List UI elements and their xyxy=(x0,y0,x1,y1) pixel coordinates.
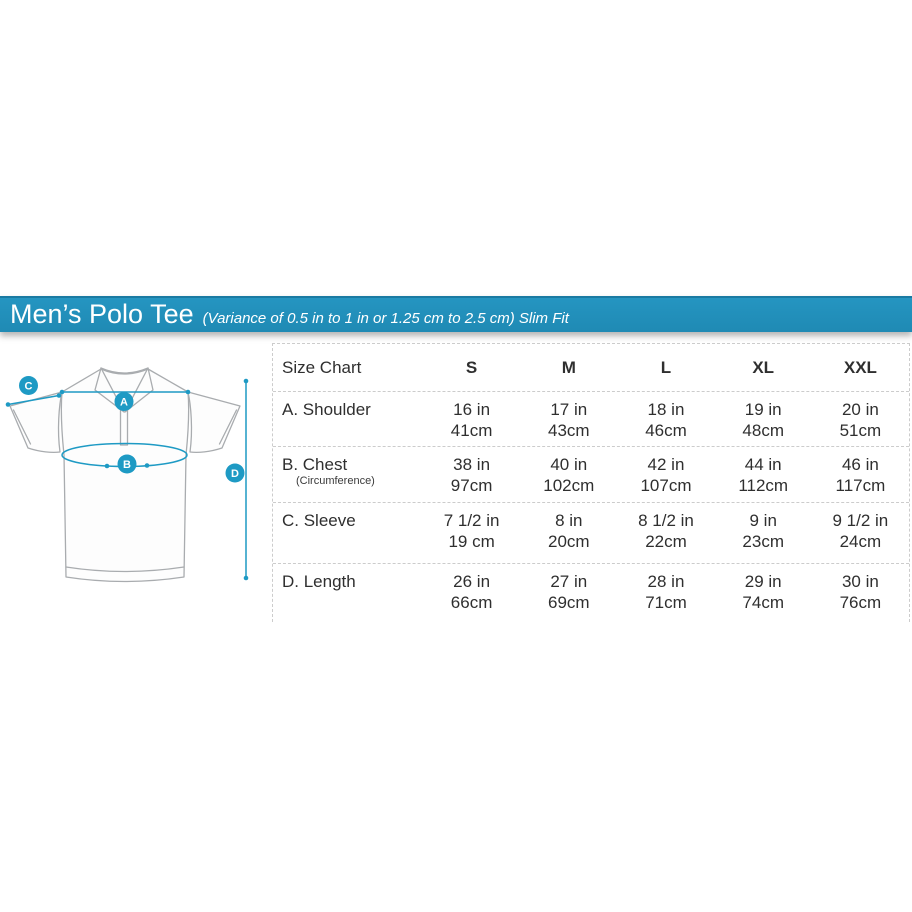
col-header-l: L xyxy=(660,357,672,377)
row-label xyxy=(273,503,423,563)
table-row-sleeve xyxy=(273,502,909,563)
value-cm: 71cm xyxy=(645,593,687,612)
shirt-sleeve-left xyxy=(10,392,62,452)
row-label-text: A. Shoulder xyxy=(282,400,371,419)
dot xyxy=(244,576,249,581)
value-in: 19 in xyxy=(744,400,782,419)
row-label xyxy=(273,447,423,502)
dot xyxy=(186,390,191,395)
dot xyxy=(57,393,62,398)
value-in: 40 in xyxy=(550,455,588,474)
table-title: Size Chart xyxy=(282,357,362,377)
row-label-text: C. Sleeve xyxy=(282,511,356,530)
size-cell xyxy=(715,503,812,563)
dot xyxy=(244,379,249,384)
value-cm: 46cm xyxy=(645,421,687,440)
value-in: 42 in xyxy=(647,455,685,474)
value-cm: 76cm xyxy=(839,593,882,612)
dot xyxy=(105,464,110,469)
value-in: 16 in xyxy=(453,400,491,419)
size-cell xyxy=(520,447,617,502)
col-header-xl: XL xyxy=(752,357,775,377)
size-cell xyxy=(520,392,617,446)
value-cm: 48cm xyxy=(742,421,784,440)
value-cm: 24cm xyxy=(839,532,882,551)
value-cm: 97cm xyxy=(450,476,493,495)
col-header-s: S xyxy=(465,357,478,377)
value-in: 8 in xyxy=(555,511,583,530)
marker-c-label: C xyxy=(24,380,33,393)
size-cell xyxy=(423,503,520,563)
size-cell xyxy=(812,564,909,622)
size-cell xyxy=(812,503,909,563)
value-in: 26 in xyxy=(453,572,491,591)
size-cell xyxy=(423,392,520,446)
size-cell xyxy=(715,392,812,446)
table-row-length xyxy=(273,563,909,622)
table-header-row xyxy=(273,344,909,391)
value-in: 30 in xyxy=(841,572,879,591)
value-cm: 107cm xyxy=(640,476,692,495)
value-in: 20 in xyxy=(841,400,879,419)
polo-measurement-diagram xyxy=(0,355,270,620)
shirt-sleeve-right xyxy=(188,392,240,452)
value-cm: 20cm xyxy=(548,532,590,551)
table-row-shoulder xyxy=(273,391,909,446)
value-cm: 102cm xyxy=(543,476,595,495)
size-cell xyxy=(423,564,520,622)
value-in: 44 in xyxy=(744,455,782,474)
value-cm: 112cm xyxy=(738,476,789,495)
value-cm: 117cm xyxy=(835,476,886,495)
col-header-m: M xyxy=(561,357,576,377)
size-cell xyxy=(617,447,714,502)
title-bar xyxy=(0,296,912,332)
size-cell xyxy=(520,503,617,563)
size-cell xyxy=(617,503,714,563)
value-in: 17 in xyxy=(550,400,588,419)
value-in: 38 in xyxy=(453,455,491,474)
size-cell xyxy=(617,392,714,446)
value-in: 27 in xyxy=(550,572,588,591)
size-cell xyxy=(812,447,909,502)
size-cell xyxy=(423,447,520,502)
value-cm: 19 cm xyxy=(448,532,495,551)
row-label xyxy=(273,564,423,622)
variance-note: (Variance of 0.5 in to 1 in or 1.25 cm to 2.5 cm) Slim Fit xyxy=(202,310,569,327)
row-label-note: (Circumference) xyxy=(296,475,375,487)
value-in: 18 in xyxy=(647,400,685,419)
size-chart-table xyxy=(272,343,910,622)
product-title: Men’s Polo Tee xyxy=(10,299,194,329)
value-in: 8 1/2 in xyxy=(638,511,694,530)
value-cm: 66cm xyxy=(450,593,493,612)
marker-d-label: D xyxy=(231,468,239,480)
value-cm: 69cm xyxy=(548,593,590,612)
value-cm: 23cm xyxy=(742,532,784,551)
value-cm: 43cm xyxy=(548,421,590,440)
col-header-xxl: XXL xyxy=(843,357,877,377)
value-in: 46 in xyxy=(841,455,879,474)
value-cm: 22cm xyxy=(645,532,687,551)
size-cell xyxy=(617,564,714,622)
value-in: 9 in xyxy=(749,511,777,530)
value-in: 29 in xyxy=(744,572,782,591)
size-cell xyxy=(520,564,617,622)
value-cm: 41cm xyxy=(450,421,493,440)
value-cm: 74cm xyxy=(742,593,784,612)
value-in: 9 1/2 in xyxy=(832,511,889,530)
value-cm: 51cm xyxy=(839,421,882,440)
marker-b-label: B xyxy=(123,459,131,471)
size-cell xyxy=(715,564,812,622)
row-label xyxy=(273,392,423,446)
table-row-chest xyxy=(273,446,909,502)
value-in: 7 1/2 in xyxy=(443,511,500,530)
dot xyxy=(6,402,11,407)
size-cell xyxy=(812,392,909,446)
dot xyxy=(60,390,65,395)
row-label-text: D. Length xyxy=(282,572,356,591)
value-in: 28 in xyxy=(647,572,685,591)
dot xyxy=(145,463,150,468)
size-cell xyxy=(715,447,812,502)
row-label-text: B. Chest xyxy=(282,455,348,474)
marker-a-label: A xyxy=(120,396,128,409)
